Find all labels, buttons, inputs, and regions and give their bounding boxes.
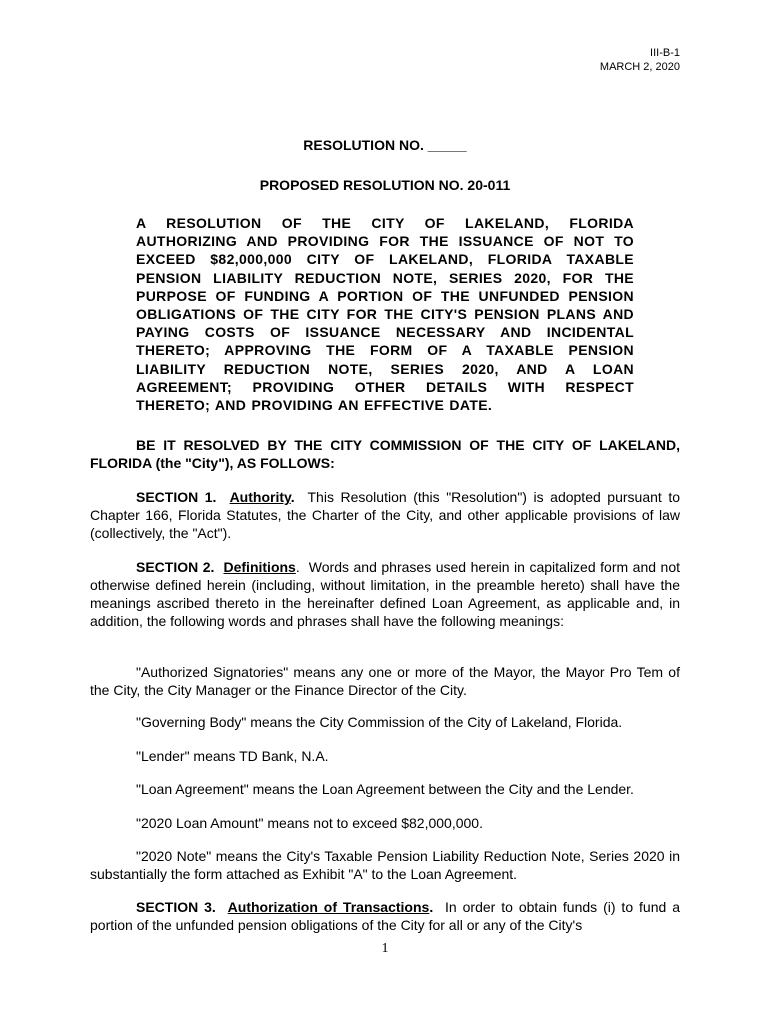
document-date: MARCH 2, 2020: [599, 61, 680, 73]
enacting-clause: [90, 436, 680, 472]
section-3-number: SECTION 3.: [136, 899, 216, 915]
document-header: [600, 46, 680, 74]
enacting-clause-text: BE IT RESOLVED BY THE CITY COMMISSION OF THE CITY OF LAKELAND, FLORIDA (the "City"), AS FOLLOWS:: [90, 437, 680, 471]
page-number: 1: [381, 941, 389, 956]
definition-lender: "Lender" means TD Bank, N.A.: [136, 748, 329, 764]
section-2-number: SECTION 2.: [136, 559, 215, 575]
section-2-text: Words and phrases used herein in capitalized form and not otherwise defined herein (including, without limitation, in the preamble hereto) shall have the meanings ascribed thereto in the hereinafter defined Loan Agreement, as applicable and, in addition, the following words and phrases shall have the following meanings:: [90, 559, 681, 629]
section-2-heading: Definitions: [223, 559, 296, 575]
definition-loan-agreement: "Loan Agreement" means the Loan Agreement between the City and the Lender.: [136, 781, 634, 797]
resolution-caption: A RESOLUTION OF THE CITY OF LAKELAND, FLORIDA AUTHORIZING AND PROVIDING FOR THE ISSUANCE OF NOT TO EXCEED $82,000,000 CITY OF LAKELAND, FLORIDA TAXABLE PENSION LIABILITY REDUCTION NOTE, SERIES 2020, FOR THE PURPOSE OF FUNDING A PORTION OF THE UNFUNDED PENSION OBLIGATIONS OF THE CITY FOR THE CITY'S PENSION PLANS AND PAYING COSTS OF ISSUANCE NECESSARY AND INCIDENTAL THERETO; APPROVING THE FORM OF A TAXABLE PENSION LIABILITY REDUCTION NOTE, SERIES 2020, AND A LOAN AGREEMENT; PROVIDING OTHER DETAILS WITH RESPECT THERETO; AND PROVIDING AN EFFECTIVE DATE.: [136, 215, 634, 414]
section-3: SECTION 3. Authorization of Transactions. In order to obtain funds (i) to fund a portion of the unfunded pension obligations of the City for all or any of the City's: [90, 899, 680, 933]
definition-2020-note: "2020 Note" means the City's Taxable Pension Liability Reduction Note, Series 2020 in substantially the form attached as Exhibit "A" to the Loan Agreement.: [90, 848, 680, 882]
section-1-heading: Authority: [229, 489, 291, 505]
section-1: SECTION 1. Authority. This Resolution (this "Resolution") is adopted pursuant to Chapter 166, Florida Statutes, the Charter of the City, and other applicable provisions of law (collectively, the "Act").: [90, 489, 681, 541]
section-3-text: In order to obtain funds (i) to fund a portion of the unfunded pension obligations of the City for all or any of the City's: [90, 899, 680, 933]
agenda-reference: III-B-1: [650, 47, 680, 59]
definition-authorized-signatories: "Authorized Signatories" means any one or more of the Mayor, the Mayor Pro Tem of the City, the City Manager or the Finance Director of the City.: [90, 664, 680, 698]
section-2: SECTION 2. Definitions. Words and phrases used herein in capitalized form and not otherwise defined herein (including, without limitation, in the preamble hereto) shall have the meanings ascribed thereto in the hereinafter defined Loan Agreement, as applicable and, in addition, the following words and phrases shall have the following meanings:: [90, 559, 681, 629]
definition-governing-body: "Governing Body" means the City Commission of the City of Lakeland, Florida.: [136, 714, 623, 730]
section-1-number: SECTION 1.: [136, 489, 217, 505]
proposed-resolution-number: PROPOSED RESOLUTION NO. 20-011: [259, 177, 511, 193]
section-1-text: This Resolution (this "Resolution") is adopted pursuant to Chapter 166, Florida Statutes, the Charter of the City, and other applicable provisions of law (collectively, the "Act").: [90, 489, 681, 541]
definition-loan-amount: "2020 Loan Amount" means not to exceed $82,000,000.: [136, 815, 483, 831]
resolution-number: RESOLUTION NO. _____: [303, 137, 467, 153]
section-3-heading: Authorization of Transactions: [227, 899, 430, 915]
